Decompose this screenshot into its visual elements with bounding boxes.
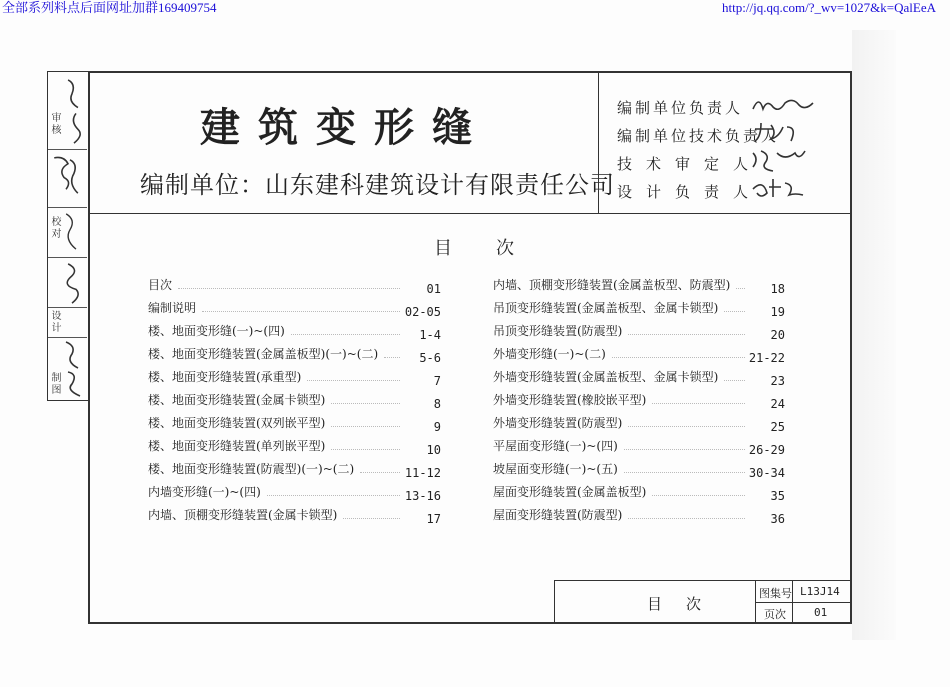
toc-entry-page: 26-29 [748,443,785,457]
toc-leader-dots [267,495,400,496]
page-title: 建筑变形缝 [200,104,490,151]
responsible-role: 设计负责人 [617,183,763,201]
toc-entry-page: 17 [426,512,441,526]
toc-entry-name: 外墙变形缝(一)~(二) [493,347,606,361]
toc-entry-page: 19 [770,305,785,319]
toc-entry-page: 25 [770,420,785,434]
toc-entry-page: 5-6 [419,351,441,365]
toc-entry-name: 楼、地面变形缝装置(金属盖板型)(一)~(二) [148,347,379,361]
sidebar-cell-check [48,208,87,258]
toc-entry-name: 楼、地面变形缝装置(金属卡锁型) [148,393,326,407]
toc-entry-page: 9 [433,420,441,434]
toc-leader-dots [652,403,745,404]
toc-entry-name: 楼、地面变形缝装置(承重型) [148,370,302,384]
toc-leader-dots [628,426,745,427]
toc-entry-page: 11-12 [404,466,441,480]
toc-entry-page: 01 [426,282,441,296]
toc-leader-dots [291,334,400,335]
sidebar-cell-review [48,72,87,150]
page-number-value: 01 [814,606,828,619]
sidebar-cell-review-sign [48,150,87,208]
title-block-grid [755,581,852,623]
toc-entry-page: 36 [770,512,785,526]
toc-entry-name: 内墙、顶棚变形缝装置(金属盖板型、防震型) [493,278,731,292]
banner-right-link[interactable]: http://jq.qq.com/?_wv=1027&k=QalEeA [722,0,936,15]
toc-entry-page: 20 [770,328,785,342]
toc-entry-name: 平屋面变形缝(一)~(四) [493,439,618,453]
toc-leader-dots [612,357,745,358]
toc-leader-dots [652,495,745,496]
toc-entry-name: 楼、地面变形缝装置(防震型)(一)~(二) [148,462,355,476]
toc-entry-name: 外墙变形缝装置(防震型) [493,416,623,430]
toc-entry-name: 吊顶变形缝装置(金属盖板型、金属卡锁型) [493,301,719,315]
page-shadow [852,30,896,640]
sidebar-label: 审核 [49,112,60,136]
toc-entry-page: 1-4 [419,328,441,342]
organization: 编制单位：山东建科建筑设计有限责任公司 [140,171,615,199]
toc-title: 目次 [434,238,558,259]
responsible-role: 编制单位技术负责人 [617,127,780,145]
toc-entry-name: 外墙变形缝装置(金属盖板型、金属卡锁型) [493,370,719,384]
toc-entry-name: 屋面变形缝装置(金属盖板型) [493,485,647,499]
signature-image [62,258,86,307]
signature-image [749,91,839,117]
toc-entry-page: 18 [770,282,785,296]
toc-entry-page: 23 [770,374,785,388]
signature-image [749,175,839,201]
toc-entry-page: 35 [770,489,785,503]
toc-leader-dots [307,380,400,381]
atlas-number-value: L13J14 [800,585,840,598]
responsible-role: 技术审定人 [617,155,763,173]
signature-image [62,338,86,400]
toc-entry-page: 02-05 [404,305,441,319]
page-number-label: 页次 [764,608,786,621]
signature-image [50,150,86,207]
responsible-role: 编制单位负责人 [617,99,744,117]
toc-entry-name: 内墙、顶棚变形缝装置(金属卡锁型) [148,508,338,522]
header [90,73,850,214]
toc-leader-dots [628,518,745,519]
toc-entry-page: 30-34 [748,466,785,480]
toc-leader-dots [331,426,400,427]
sidebar-label: 制图 [49,372,60,396]
toc-entry-name: 楼、地面变形缝装置(双列嵌平型) [148,416,326,430]
signature-image [749,147,839,173]
toc-entry-name: 楼、地面变形缝装置(单列嵌平型) [148,439,326,453]
sidebar-label: 校对 [49,216,60,240]
sidebar-label: 设计 [49,310,60,334]
toc-leader-dots [624,449,745,450]
toc-leader-dots [331,449,400,450]
title-block [554,580,851,623]
toc-entry-name: 编制说明 [148,301,197,315]
toc-entry-page: 10 [426,443,441,457]
toc-entry-name: 坡屋面变形缝(一)~(五) [493,462,618,476]
toc-entry-name: 内墙变形缝(一)~(四) [148,485,261,499]
atlas-number-label: 图集号 [759,587,792,600]
toc-entry-page: 24 [770,397,785,411]
signature-image [62,208,86,257]
toc-entry-page: 13-16 [404,489,441,503]
toc-leader-dots [624,472,745,473]
toc-entry-name: 屋面变形缝装置(防震型) [493,508,623,522]
responsible-panel [598,73,851,213]
signature-image [749,119,839,145]
toc-entry-name: 楼、地面变形缝(一)~(四) [148,324,285,338]
toc-entry-page: 7 [433,374,441,388]
toc-entry-name: 外墙变形缝装置(橡胶嵌平型) [493,393,647,407]
approval-sidebar [47,71,88,401]
toc-leader-dots [331,403,400,404]
title-block-title: 目次 [647,595,726,613]
signature-image [62,72,86,149]
toc-leader-dots [628,334,745,335]
sidebar-cell-drawing [48,338,87,400]
toc-entry-page: 8 [433,397,441,411]
sidebar-cell-check-sign [48,258,87,308]
toc-entry-name: 吊顶变形缝装置(防震型) [493,324,623,338]
sidebar-cell-design [48,308,87,338]
toc-entry-name: 目次 [148,278,173,292]
toc-leader-dots [202,311,400,312]
toc-entry-page: 21-22 [748,351,785,365]
banner-left-text: 全部系列料点后面网址加群169409754 [2,0,217,15]
toc-leader-dots [178,288,400,289]
